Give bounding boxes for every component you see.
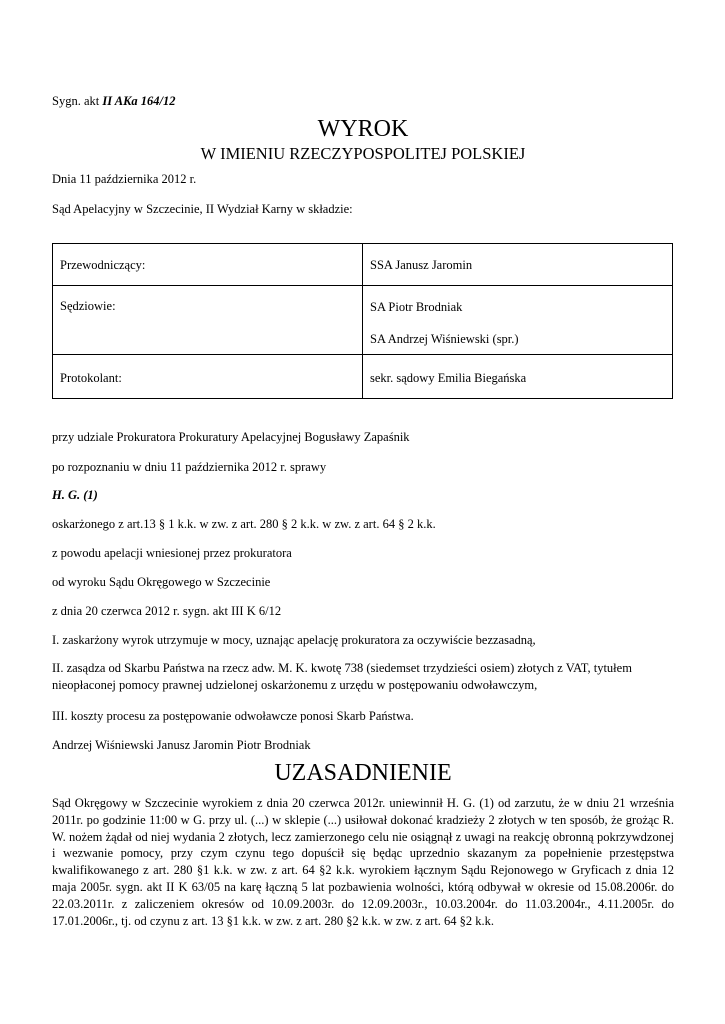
judges-signatures: Andrzej Wiśniewski Janusz Jaromin Piotr Brodniak xyxy=(52,738,311,752)
verdict-point-3: III. koszty procesu za postępowanie odwoławcze ponosi Skarb Państwa. xyxy=(52,709,414,723)
appeal-line: z powodu apelacji wniesionej przez prokuratora xyxy=(52,546,292,560)
date-sygn-line: z dnia 20 czerwca 2012 r. sygn. akt III K 6/12 xyxy=(52,604,282,618)
judge-1: SA Piotr Brodniak xyxy=(370,300,463,314)
judge-2: SA Andrzej Wiśniewski (spr.) xyxy=(370,332,519,346)
charge-line: oskarżonego z art.13 § 1 k.k. w zw. z art. 280 § 2 k.k. w zw. z art. 64 § 2 k.k. xyxy=(52,517,436,531)
chair-value: SSA Janusz Jaromin xyxy=(363,244,673,286)
chair-label: Przewodniczący: xyxy=(53,244,363,286)
judges-cell xyxy=(363,286,673,355)
court-panel-table xyxy=(52,243,673,399)
clerk-label: Protokolant: xyxy=(53,355,363,399)
case-signature-prefix: Sygn. akt xyxy=(52,94,103,108)
table-row xyxy=(53,286,673,355)
table-row xyxy=(53,355,673,399)
court-composition-line: Sąd Apelacyjny w Szczecinie, II Wydział Karny w składzie: xyxy=(52,202,353,216)
from-judgment-line: od wyroku Sądu Okręgowego w Szczecinie xyxy=(52,575,271,589)
defendant-name: H. G. (1) xyxy=(52,488,98,502)
judgment-date: Dnia 11 października 2012 r. xyxy=(52,172,197,186)
verdict-point-1: I. zaskarżony wyrok utrzymuje w mocy, uznając apelację prokuratora za oczywiście bezzasadną, xyxy=(52,633,536,647)
case-signature xyxy=(52,93,176,109)
verdict-point-2: II. zasądza od Skarbu Państwa na rzecz adw. M. K. kwotę 738 (siedemset trzydzieści osiem) złotych z VAT, tytułem nieopłaconej pomocy prawnej udzielonej oskarżonemu z urzędu w postępowaniu odwoławczym, xyxy=(52,661,632,692)
prosecutor-line: przy udziale Prokuratora Prokuratury Apelacyjnej Bogusławy Zapaśnik xyxy=(52,430,410,444)
case-signature-value: II AKa 164/12 xyxy=(102,94,176,108)
judges-label: Sędziowie: xyxy=(53,286,363,355)
justification-title: UZASADNIENIE xyxy=(274,760,452,786)
hearing-line: po rozpoznaniu w dniu 11 października 2012 r. sprawy xyxy=(52,460,327,474)
clerk-value: sekr. sądowy Emilia Biegańska xyxy=(363,355,673,399)
judgment-title: WYROK xyxy=(317,116,409,142)
justification-text: Sąd Okręgowy w Szczecinie wyrokiem z dnia 20 czerwca 2012r. uniewinnił H. G. (1) od zarzutu, że w dniu 21 września 2011r. po godzinie 11:00 w G. przy ul. (...) w sklepie (...) usiłował dokonać kradzieży 2 złotych w ten sposób, że grożąc R. W. nożem żądał od niej wydania 2 złotych, lecz zamierzonego celu nie osiągnął z uwagi na reakcję obronną pokrzywdzonej i wezwanie pomocy, przy czym czynu tego dopuścił się będąc uprzednio skazanym za popełnienie przestępstwa kwalifikowanego z art. 280 §1 k.k. w zw. z art. 64 §2 k.k. wyrokiem łącznym Sądu Rejonowego w Gryficach z dnia 12 maja 2005r. sygn. akt II K 63/05 na karę łączną 5 lat pozbawienia wolności, którą odbywał w okresie od 15.08.2006r. do 22.03.2011r. z zaliczeniem okresów od 10.09.2003r. do 12.09.2003r., 10.03.2004r. do 11.03.2004r., 4.11.2005r. do 17.01.2006r., tj. od czynu z art. 13 §1 k.k. w zw. z art. 280 §2 k.k. w zw. z art. 64 §2 k.k. xyxy=(52,796,674,928)
table-row xyxy=(53,244,673,286)
judgment-subtitle: W IMIENIU RZECZYPOSPOLITEJ POLSKIEJ xyxy=(200,144,526,163)
